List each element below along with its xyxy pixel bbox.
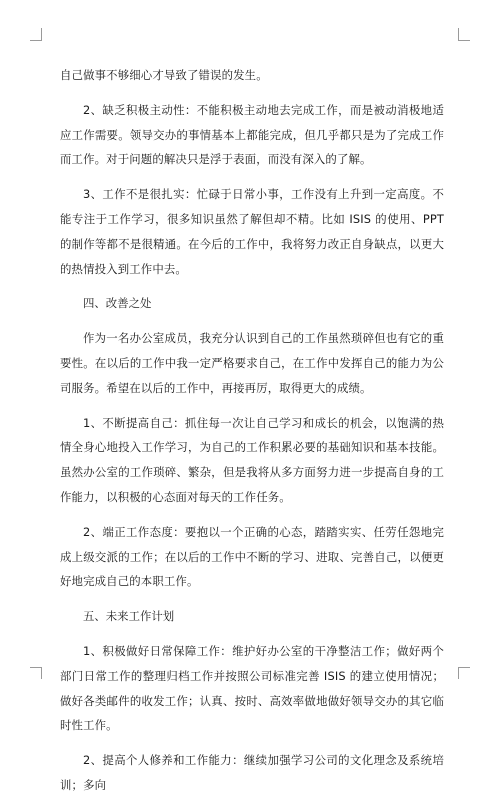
- paragraph-section-5-item-1: 1、积极做好日常保障工作：维护好办公室的干净整洁工作；做好两个部门日常工作的整理归档工作并按照公司标准完善 ISIS 的建立使用情况；做好各类邮件的收发工作；认真、按时、高效率做地做好领导交办的其它临时性工作。: [60, 643, 444, 733]
- section-heading-5: 五、未来工作计划: [83, 609, 175, 624]
- paragraph-item-2: 2、缺乏积极主动性：不能积极主动地去完成工作，而是被动消极地适应工作需要。领导交办的事情基本上都能完成，但几乎都只是为了完成工作而工作。对于问题的解决只是浮于表面，而没有深入的了解。: [60, 102, 444, 167]
- crop-mark-bottom-right-h: [458, 667, 470, 668]
- crop-mark-top-right-h: [458, 40, 470, 41]
- paragraph-section-4-item-2: 2、端正工作态度：要抱以一个正确的心态，踏踏实实、任劳任怨地完成上级交派的工作；在以后的工作中不断的学习、进取、完善自己，以便更好地完成自己的本职工作。: [60, 524, 444, 589]
- crop-mark-top-right-v: [458, 28, 459, 40]
- crop-mark-top-left-v: [41, 28, 42, 40]
- crop-mark-top-left-h: [30, 40, 42, 41]
- paragraph-section-4-item-1: 1、不断提高自己：抓住每一次让自己学习和成长的机会，以饱满的热情全身心地投入工作学习，为自己的工作积累必要的基础知识和基本技能。虽然办公室的工作琐碎、繁杂，但是我将从多方面努力进一步提高自身的工作能力，以积极的心态面对每天的工作任务。: [60, 415, 444, 504]
- paragraph-section-4-intro: 作为一名办公室成员，我充分认识到自己的工作虽然琐碎但也有它的重要性。在以后的工作中我一定严格要求自己，在工作中发挥自己的能力为公司服务。希望在以后的工作中，再接再厉，取得更大的成绩。: [60, 331, 444, 395]
- paragraph-item-3: 3、工作不是很扎实：忙碌于日常小事，工作没有上升到一定高度。不能专注于工作学习，很多知识虽然了解但却不精。比如 ISIS 的使用、PPT 的制作等都不是很精通。在今后的工作中，我将努力改正自身缺点，以更大的热情投入到工作中去。: [60, 187, 444, 276]
- crop-mark-bottom-left-v: [41, 667, 42, 679]
- paragraph-section-5-item-2: 2、提高个人修养和工作能力：继续加强学习公司的文化理念及系统培训；多向: [60, 753, 444, 792]
- section-heading-4: 四、改善之处: [83, 296, 152, 311]
- document-body: [60, 63, 444, 798]
- paragraph-intro-end: 自己做事不够细心才导致了错误的发生。: [60, 68, 268, 82]
- crop-mark-bottom-right-v: [458, 667, 459, 679]
